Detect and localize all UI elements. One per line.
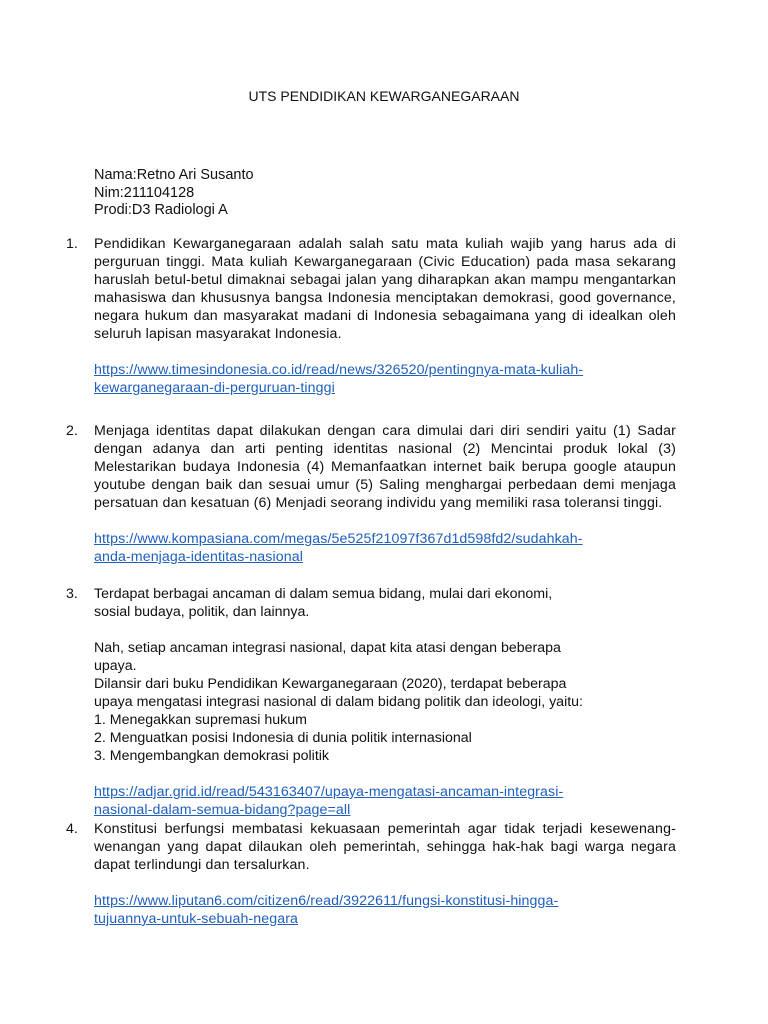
student-name: Nama:Retno Ari Susanto <box>94 167 254 183</box>
source-link[interactable] <box>94 530 676 566</box>
answer-item-2 <box>66 422 676 566</box>
list-item: 1. Menegakkan supremasi hukum <box>94 712 307 728</box>
source-link[interactable] <box>94 892 676 928</box>
list-item: 2. Menguatkan posisi Indonesia di dunia politik internasional <box>94 730 472 746</box>
source-link[interactable] <box>94 361 676 397</box>
answer-paragraph: Pendidikan Kewarganegaraan adalah salah satu mata kuliah wajib yang harus ada di perguruan tinggi. Mata kuliah Kewarganegaraan (Civic Education) pada masa sekarang haruslah betul-betul dimaknai sebagai jalan yang diharapkan akan mampu mengantarkan mahasiswa dan khususnya bangsa Indonesia menciptakan demokrasi, good governance, negara hukum dan masyarakat madani di Indonesia sebagaimana yang di idealkan oleh seluruh lapisan masyarakat Indonesia. <box>94 236 676 342</box>
answer-item-1 <box>66 235 676 397</box>
source-link-line-1: https://www.timesindonesia.co.id/read/news/326520/pentingnya-mata-kuliah- <box>94 362 584 378</box>
source-link-line-1: https://adjar.grid.id/read/543163407/upaya-mengatasi-ancaman-integrasi- <box>94 784 564 800</box>
answer-line: sosial budaya, politik, dan lainnya. <box>94 604 310 620</box>
page-title: UTS PENDIDIKAN KEWARGANEGARAAN <box>248 88 520 104</box>
item-number: 1. <box>66 236 78 252</box>
item-number: 3. <box>66 586 78 602</box>
answer-line: Dilansir dari buku Pendidikan Kewarganegaraan (2020), terdapat beberapa <box>94 676 567 692</box>
answer-line: upaya mengatasi integrasi nasional di dalam bidang politik dan ideologi, yaitu: <box>94 694 583 710</box>
item-number: 4. <box>66 821 78 837</box>
source-link-line-2: nasional-dalam-semua-bidang?page=all <box>94 802 351 818</box>
answer-line: Terdapat berbagai ancaman di dalam semua bidang, mulai dari ekonomi, <box>94 586 553 602</box>
answer-paragraph: Konstitusi berfungsi membatasi kekuasaan pemerintah agar tidak terjadi kesewenang-wenangan yang dapat dilaukan oleh pemerintah, sehingga hak-hak bagi warga negara dapat terlindungi dan tersalurkan. <box>94 821 676 873</box>
list-item: 3. Mengembangkan demokrasi politik <box>94 748 330 764</box>
answer-item-3 <box>66 585 676 819</box>
student-prodi: Prodi:D3 Radiologi A <box>94 202 228 218</box>
source-link-line-2: anda-menjaga-identitas-nasional <box>94 549 303 565</box>
source-link-line-1: https://www.liputan6.com/citizen6/read/3922611/fungsi-konstitusi-hingga- <box>94 893 559 909</box>
source-link-line-2: kewarganegaraan-di-perguruan-tinggi <box>94 380 335 396</box>
student-nim: Nim:211104128 <box>94 184 195 201</box>
answer-line: upaya. <box>94 658 137 674</box>
answer-line: Nah, setiap ancaman integrasi nasional, dapat kita atasi dengan beberapa <box>94 640 561 656</box>
item-number: 2. <box>66 423 78 439</box>
source-link-line-1: https://www.kompasiana.com/megas/5e525f21097f367d1d598fd2/sudahkah- <box>94 531 583 547</box>
student-info <box>94 166 254 219</box>
answer-paragraph: Menjaga identitas dapat dilakukan dengan cara dimulai dari diri sendiri yaitu (1) Sadar dengan adanya dan arti penting identitas nasional (2) Mencintai produk lokal (3) Melestarikan budaya Indonesia (4) Memanfaatkan internet baik berupa google ataupun youtube dengan baik dan sesuai umur (5) Saling menghargai perbedaan demi menjaga persatuan dan kesatuan (6) Menjadi seorang individu yang memiliki rasa toleransi tinggi. <box>94 423 676 511</box>
answer-item-4 <box>66 820 676 928</box>
source-link-line-2: tujuannya-untuk-sebuah-negara <box>94 911 299 927</box>
source-link[interactable] <box>94 783 676 819</box>
